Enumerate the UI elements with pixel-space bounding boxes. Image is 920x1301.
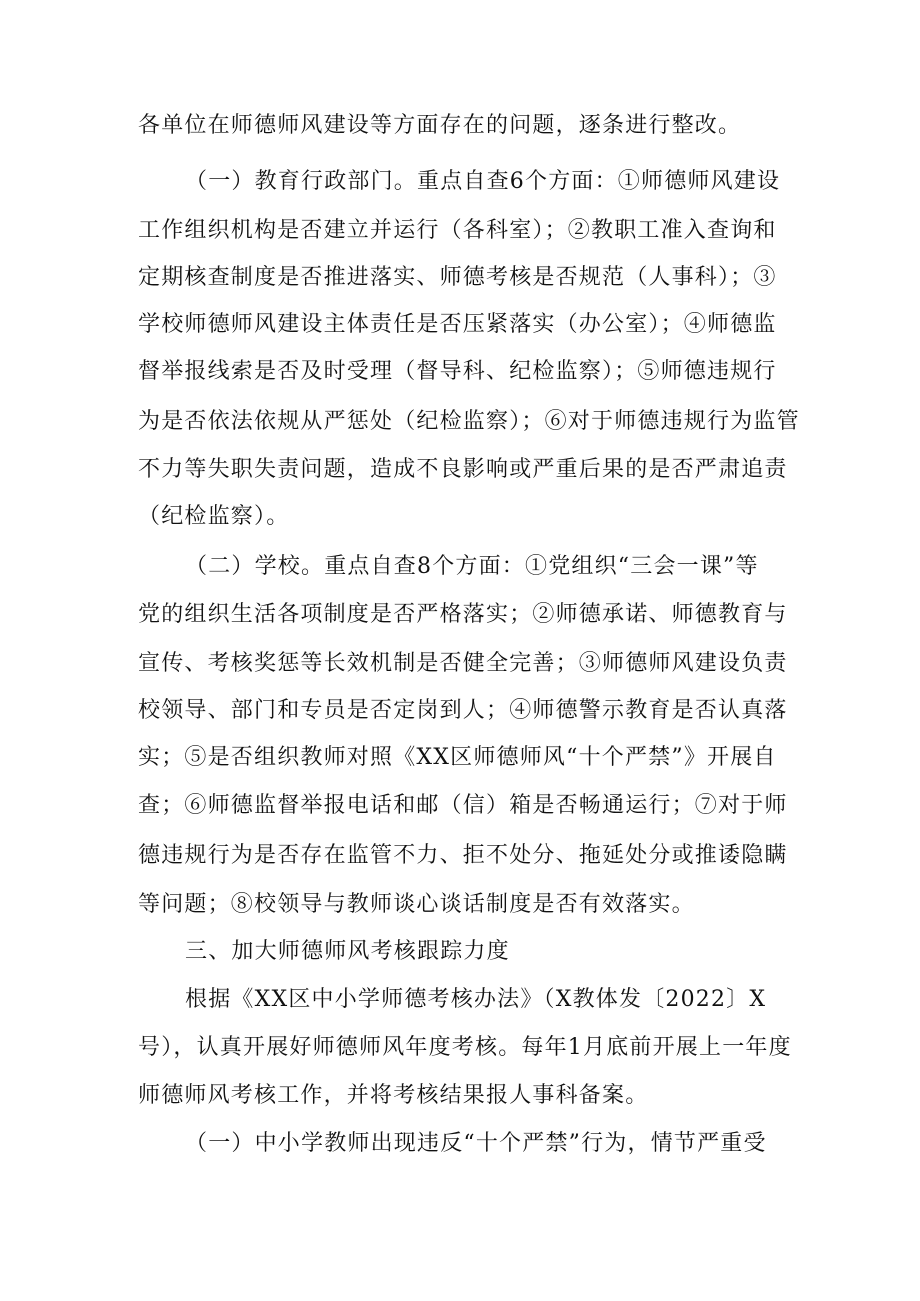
paragraph-line: 查；⑥师德监督举报电话和邮（信）箱是否畅通运行；⑦对于师 xyxy=(138,793,788,818)
paragraph-line: （一）教育行政部门。重点自查6个方面：①师德师风建设 xyxy=(185,169,781,194)
paragraph-line: 根据《XX区中小学师德考核办法》（X教体发〔2022〕X xyxy=(185,987,767,1012)
paragraph-line: 党的组织生活各项制度是否严格落实；②师德承诺、师德教育与 xyxy=(138,602,788,627)
paragraph-line: 各单位在师德师风建设等方面存在的问题，逐条进行整改。 xyxy=(138,113,742,138)
paragraph-line: （一）中小学教师出现违反“十个严禁”行为，情节严重受 xyxy=(185,1131,767,1156)
paragraph-line: （二）学校。重点自查8个方面：①党组织“三会一课”等 xyxy=(185,554,759,579)
paragraph-line: 为是否依法依规从严惩处（纪检监察）；⑥对于师德违规行为监管 xyxy=(138,409,800,434)
paragraph-line: （纪检监察）。 xyxy=(138,504,290,529)
paragraph-line: 不力等失职失责问题，造成不良影响或严重后果的是否严肃追责 xyxy=(138,457,788,482)
paragraph-line: 师德师风考核工作，并将考核结果报人事科备案。 xyxy=(138,1083,649,1108)
paragraph-line: 号），认真开展好师德师风年度考核。每年1月底前开展上一年度 xyxy=(138,1035,792,1060)
paragraph-line: 督举报线索是否及时受理（督导科、纪检监察）；⑤师德违规行 xyxy=(138,359,777,384)
paragraph-line: 工作组织机构是否建立并运行（各科室）；②教职工准入查询和 xyxy=(138,218,777,243)
paragraph-line: 德违规行为是否存在监管不力、拒不处分、拖延处分或推诿隐瞒 xyxy=(138,843,788,868)
paragraph-line: 学校师德师风建设主体责任是否压紧落实（办公室）；④师德监 xyxy=(138,312,777,337)
paragraph-line: 等问题；⑧校领导与教师谈心谈话制度是否有效落实。 xyxy=(138,892,695,917)
paragraph-line: 实；⑤是否组织教师对照《XX区师德师风“十个严禁”》开展自 xyxy=(138,745,777,770)
paragraph-line: 宣传、考核奖惩等长效机制是否健全完善；③师德师风建设负责 xyxy=(138,651,788,676)
paragraph-line: 校领导、部门和专员是否定岗到人；④师德警示教育是否认真落 xyxy=(138,698,788,723)
paragraph-line: 定期核查制度是否推进落实、师德考核是否规范（人事科）；③ xyxy=(138,265,777,290)
section-heading: 三、加大师德师风考核跟踪力度 xyxy=(185,939,510,964)
